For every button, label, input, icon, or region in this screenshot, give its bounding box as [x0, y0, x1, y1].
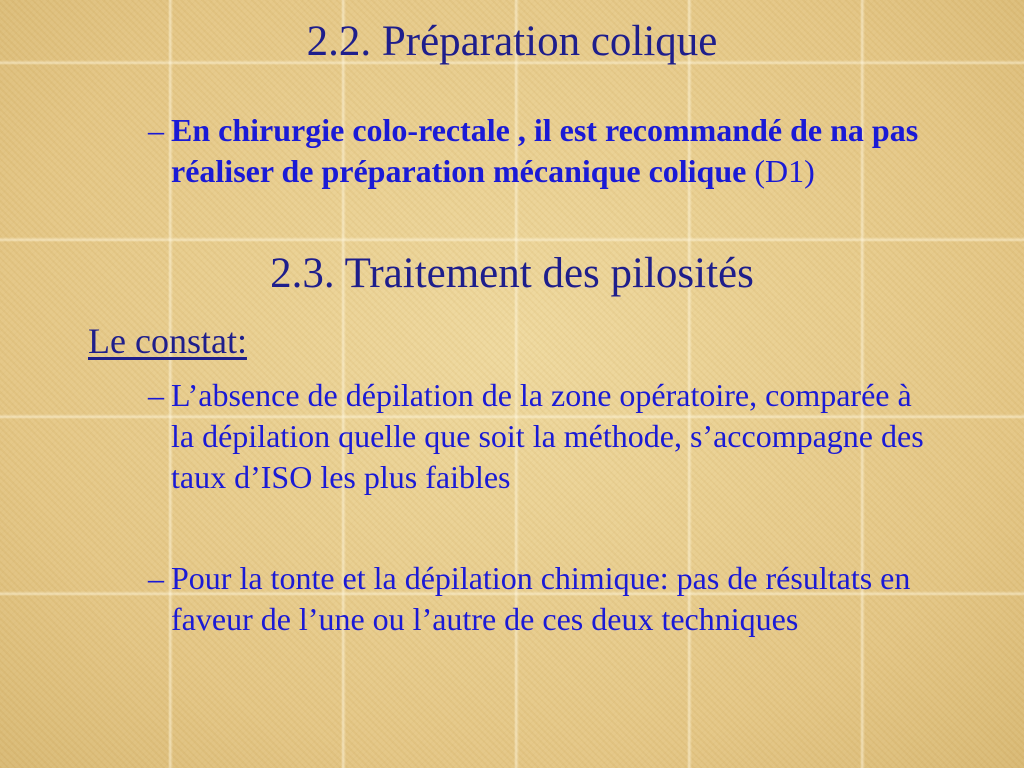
bullet-absence-depilation: [148, 375, 938, 498]
slide-title: 2.2. Préparation colique: [306, 18, 718, 65]
bullet-colique-recommendation: [148, 110, 938, 192]
bullet-bold-text: En chirurgie colo-rectale , il est recommandé de na pas réaliser de préparation mécanique colique: [171, 112, 919, 189]
bullet-text: [171, 110, 938, 192]
section-label: Le constat:: [88, 321, 247, 361]
bullet-text: Pour la tonte et la dépilation chimique: pas de résultats en faveur de l’une ou l’autre de ces deux techniques: [171, 560, 911, 637]
bullet-dash: –: [148, 377, 164, 413]
section-title: 2.3. Traitement des pilosités: [270, 250, 754, 297]
bullet-text: L’absence de dépilation de la zone opératoire, comparée à la dépilation quelle que soit la méthode, s’accompagne des taux d’ISO les plus faibles: [171, 377, 924, 495]
bullet-suffix: (D1): [746, 153, 815, 189]
bullet-dash: –: [148, 112, 164, 148]
bullet-tonte-depilation: [148, 558, 938, 640]
bullet-dash: –: [148, 560, 164, 596]
